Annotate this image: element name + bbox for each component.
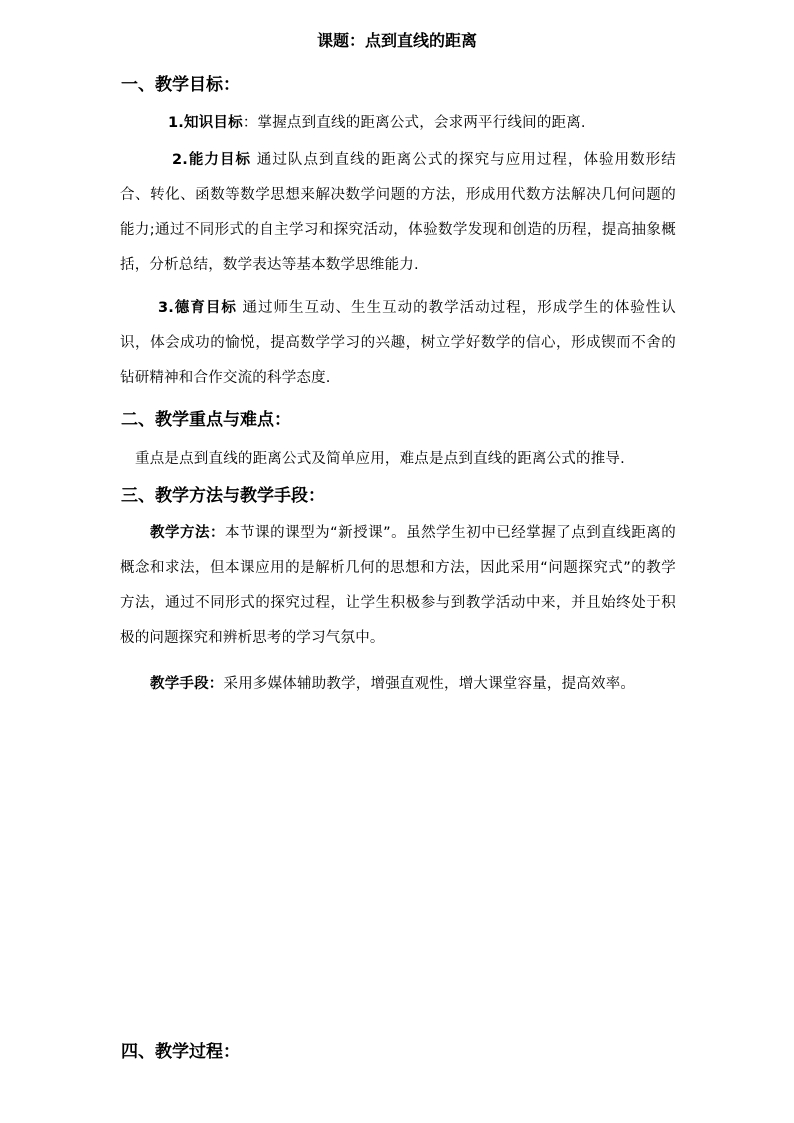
objective-ability [120,143,676,283]
key-points-text: 重点是点到直线的距离公式及简单应用，难点是点到直线的距离公式的推导. [135,451,625,467]
objective-ability-lead: 2.能力目标 [172,152,252,168]
objective-moral-lead: 3.德育目标 [158,300,237,316]
section-heading-key-points: 二、教学重点与难点： [121,410,291,430]
teaching-method-text: 本节课的课型为“新授课”。虽然学生初中已经掌握了点到直线距离的概念和求法，但本课应用的是解析几何的思想和方法，因此采用“问题探究式”的教学方法，通过不同形式的探究过程，让学生积极参与到教学活动中来，并且始终处于积极的问题探究和辨析思考的学习气氛中。 [120,525,676,646]
objective-knowledge-lead: 1.知识目标 [168,115,243,131]
teaching-means [150,673,635,695]
objective-knowledge [168,112,586,134]
page-title: 课题：点到直线的距离 [316,31,477,50]
teaching-means-text: 采用多媒体辅助教学，增强直观性，增大课堂容量，提高效率。 [223,676,636,692]
section-heading-process: 四、教学过程： [121,1042,240,1062]
teaching-method [120,516,676,656]
teaching-method-lead: 教学方法： [150,525,226,541]
objective-moral-text: 通过师生互动、生生互动的教学活动过程，形成学生的体验性认识，体会成功的愉悦，提高数学学习的兴趣，树立学好数学的信心，形成锲而不舍的钻研精神和合作交流的科学态度. [120,300,676,386]
teaching-means-lead: 教学手段： [150,676,224,692]
objective-knowledge-text: 掌握点到直线的距离公式，会求两平行线间的距离. [257,115,586,131]
objective-knowledge-sep: ： [242,115,258,131]
section-heading-objectives: 一、教学目标： [121,75,240,95]
objective-ability-text: 通过队点到直线的距离公式的探究与应用过程，体验用数形结合、转化、函数等数学思想来解决数学问题的方法，形成用代数方法解决几何问题的能力;通过不同形式的自主学习和探究活动，体验数学发现和创造的历程，提高抽象概括，分析总结，数学表达等基本数学思维能力. [120,152,676,273]
section-heading-methods: 三、教学方法与教学手段： [121,486,325,506]
objective-moral [120,291,676,396]
